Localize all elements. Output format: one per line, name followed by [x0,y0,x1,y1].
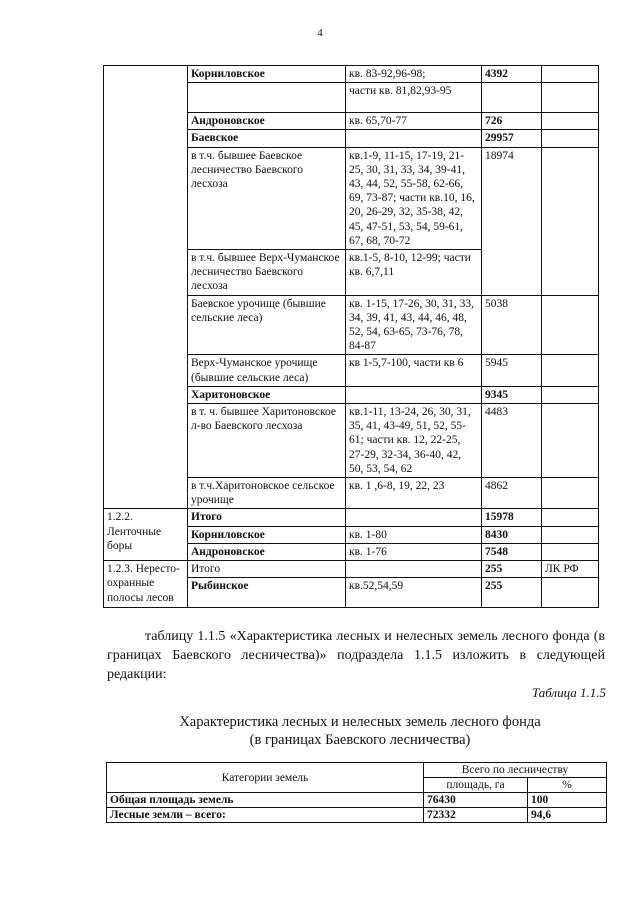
note-cell [542,130,599,147]
table-title-line-2: (в границах Баевского лесничества) [249,732,471,748]
forestry-name: Андроновское [188,543,346,560]
header-category: Категории земель [107,763,424,793]
header-area: площадь, га [424,778,528,793]
forestry-name [188,83,346,113]
body-paragraph: таблицу 1.1.5 «Характеристика лесных и нелесных земель лесного фонда (в границах Баевского лесничества)» подраздела 1.1.5 изложить в следующей редакции: [107,629,605,682]
forestry-name: Харитоновское [188,386,346,403]
quarters-cell: кв.1-11, 13-24, 26, 30, 31, 35, 41, 43-49, 51, 52, 55-61; части кв. 12, 22-25, 27-29, 32-34, 36-40, 42, 50, 53, 54, 62 [346,404,482,478]
note-cell [542,578,599,608]
quarters-cell: кв. 1-80 [346,526,482,543]
note-cell: ЛК РФ [542,561,599,578]
forestry-name: Корниловское [188,66,346,83]
area-cell: 18974 [482,147,542,295]
area-cell: 5038 [482,295,542,355]
area-cell: 4862 [482,478,542,509]
forestry-name: Баевское урочище (бывшие сельские леса) [188,295,346,355]
table-row [107,808,607,823]
quarters-cell: кв. 83-92,96-98; [346,66,482,83]
section-label: 1.2.2. Ленточные боры [104,509,188,561]
header-total: Всего по лесничеству [424,763,607,778]
area-cell: 7548 [482,543,542,560]
area-cell: 76430 [424,793,528,808]
table-header-row [107,763,607,778]
section-label: 1.2.3. Нересто-охранные полосы лесов [104,561,188,608]
forestry-name: в т.ч.Харитоновское сельское урочище [188,478,346,509]
area-cell: 29957 [482,130,542,147]
area-cell: 255 [482,561,542,578]
pct-cell: 94,6 [528,808,607,823]
pct-cell: 100 [528,793,607,808]
note-cell [542,404,599,478]
forestry-name: Итого [188,509,346,526]
quarters-cell: кв. 1-76 [346,543,482,560]
land-categories-table [106,762,607,823]
quarters-cell [346,386,482,403]
forestry-name: Корниловское [188,526,346,543]
quarters-cell: кв.1-9, 11-15, 17-19, 21-25, 30, 31, 33, 34, 39-41, 43, 44, 52, 55-58, 62-66, 69, 73-87; части кв.10, 16, 20, 26-29, 32, 35-38, 42, 45, 47-51, 53, 54, 59-61, 67, 68, 70-72 [346,147,482,249]
note-cell [542,355,599,386]
note-cell [542,386,599,403]
area-cell: 9345 [482,386,542,403]
section-cell [104,66,188,509]
area-cell: 15978 [482,509,542,526]
forest-fund-table [103,65,599,608]
note-cell [542,543,599,560]
quarters-cell: кв. 65,70-77 [346,113,482,130]
area-cell: 255 [482,578,542,608]
forestry-name: в т.ч. бывшее Баевское лесничество Баевского лесхоза [188,147,346,249]
table-row [104,509,599,526]
area-cell: 72332 [424,808,528,823]
category-cell: Лесные земли – всего: [107,808,424,823]
quarters-cell [346,130,482,147]
quarters-cell: кв. 1-15, 17-26, 30, 31, 33, 34, 39, 41, 43, 44, 46, 48, 52, 54, 63-65, 73-76, 78, 84-87 [346,295,482,355]
area-cell: 726 [482,113,542,130]
forestry-name: Баевское [188,130,346,147]
area-cell: 4483 [482,404,542,478]
table-row [107,793,607,808]
note-cell [542,147,599,295]
header-pct: % [528,778,607,793]
area-cell: 8430 [482,526,542,543]
note-cell [542,509,599,526]
note-cell [542,66,599,83]
note-cell [542,113,599,130]
note-cell [542,83,599,113]
quarters-cell [346,561,482,578]
note-cell [542,478,599,509]
forestry-name: Андроновское [188,113,346,130]
category-cell: Общая площадь земель [107,793,424,808]
table-title-line-1: Характеристика лесных и нелесных земель лесного фонда [179,714,541,730]
table-row [104,561,599,578]
note-cell [542,295,599,355]
forestry-name: в т.ч. бывшее Верх-Чуманское лесничество Баевского лесхоза [188,250,346,296]
quarters-cell: кв.52,54,59 [346,578,482,608]
forestry-name: Итого [188,561,346,578]
area-cell: 5945 [482,355,542,386]
forestry-name: Верх-Чуманское урочище (бывшие сельские леса) [188,355,346,386]
table-row [104,66,599,83]
forestry-name: Рыбинское [188,578,346,608]
area-cell: 4392 [482,66,542,83]
table-reference: Таблица 1.1.5 [531,685,606,700]
forestry-name: в т. ч. бывшее Харитоновское л-во Баевского лесхоза [188,404,346,478]
quarters-cell: части кв. 81,82,93-95 [346,83,482,113]
note-cell [542,526,599,543]
quarters-cell: кв 1-5,7-100, части кв 6 [346,355,482,386]
quarters-cell: кв.1-5, 8-10, 12-99; части кв. 6,7,11 [346,250,482,296]
quarters-cell [346,509,482,526]
area-cell [482,83,542,113]
page-number: 4 [317,27,323,39]
quarters-cell: кв. 1 ,6-8, 19, 22, 23 [346,478,482,509]
table-title [100,713,620,749]
